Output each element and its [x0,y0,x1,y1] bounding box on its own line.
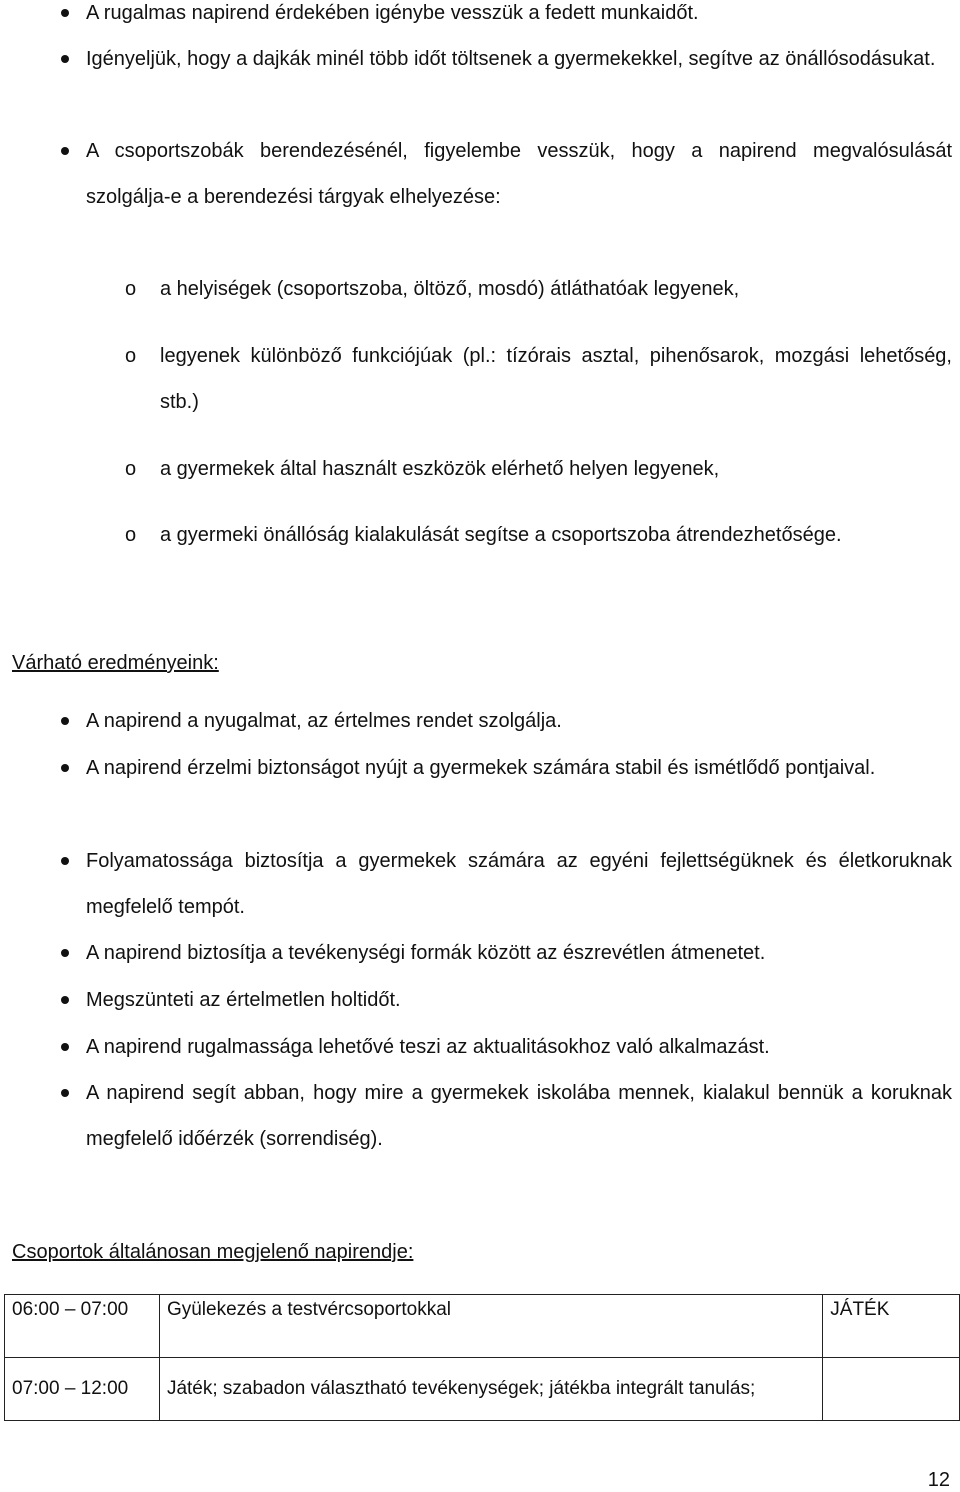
bullet-item [86,128,952,220]
result-text: A napirend érzelmi biztonságot nyújt a gyermekek számára stabil és ismétlődő pontjaival. [86,757,876,779]
result-item [86,838,952,930]
result-text: A napirend segít abban, hogy mire a gyermekek iskolába mennek, kialakul bennük a koruknak megfelelő időérzék (sorrendiség). [86,1082,952,1150]
result-text: Megszünteti az értelmetlen holtidőt. [86,989,401,1011]
section-heading-schedule: Csoportok általánosan megjelenő napirendje: [12,1241,414,1263]
result-text: A napirend a nyugalmat, az értelmes rendet szolgálja. [86,710,562,732]
sub-item-text: legyenek különböző funkciójúak (pl.: tízórais asztal, pihenősarok, mozgási lehetőség, stb.) [160,345,952,413]
table-row [5,1295,960,1358]
sub-item-text: a gyermeki önállóság kialakulását segítse a csoportszoba átrendezhetősége. [160,524,842,546]
bullet-text: A rugalmas napirend érdekében igénybe vesszük a fedett munkaidőt. [86,2,699,24]
result-item [86,698,952,744]
sub-item-text: a gyermekek által használt eszközök elérhető helyen legyenek, [160,458,720,480]
result-text: A napirend biztosítja a tevékenységi formák között az észrevétlen átmenetet. [86,942,766,964]
activity-cell: Játék; szabadon választható tevékenységek; játékba integrált tanulás; [159,1358,822,1421]
bullet-item [86,0,952,36]
result-item [86,977,952,1023]
schedule-table [4,1294,960,1421]
time-cell: 07:00 – 12:00 [5,1358,160,1421]
time-cell: 06:00 – 07:00 [5,1295,160,1358]
result-text: Folyamatossága biztosítja a gyermekek számára az egyéni fejlettségüknek és életkoruknak megfelelő tempót. [86,850,952,918]
result-item [86,1024,952,1070]
bullet-text: A csoportszobák berendezésénél, figyelembe vesszük, hogy a napirend megvalósulását szolgálja-e a berendezési tárgyak elhelyezése: [86,140,952,208]
result-item [86,930,952,976]
sub-list-item [160,512,952,558]
page-number: 12 [927,1469,950,1491]
bullet-item [86,36,952,82]
result-item [86,1070,952,1162]
sub-list-item [160,333,952,425]
result-item [86,745,952,791]
sub-list-item [160,446,952,492]
sub-list-item [160,266,952,312]
table-row [5,1358,960,1421]
section-heading-results: Várható eredményeink: [12,652,219,674]
bullet-text: Igényeljük, hogy a dajkák minél több időt töltsenek a gyermekekkel, segítve az önállósodásukat. [86,48,936,70]
activity-cell: Gyülekezés a testvércsoportokkal [159,1295,822,1358]
sub-item-text: a helyiségek (csoportszoba, öltöző, mosdó) átláthatóak legyenek, [160,278,740,300]
type-cell [823,1358,960,1421]
result-text: A napirend rugalmassága lehetővé teszi az aktualitásokhoz való alkalmazást. [86,1036,770,1058]
type-cell: JÁTÉK [823,1295,960,1358]
